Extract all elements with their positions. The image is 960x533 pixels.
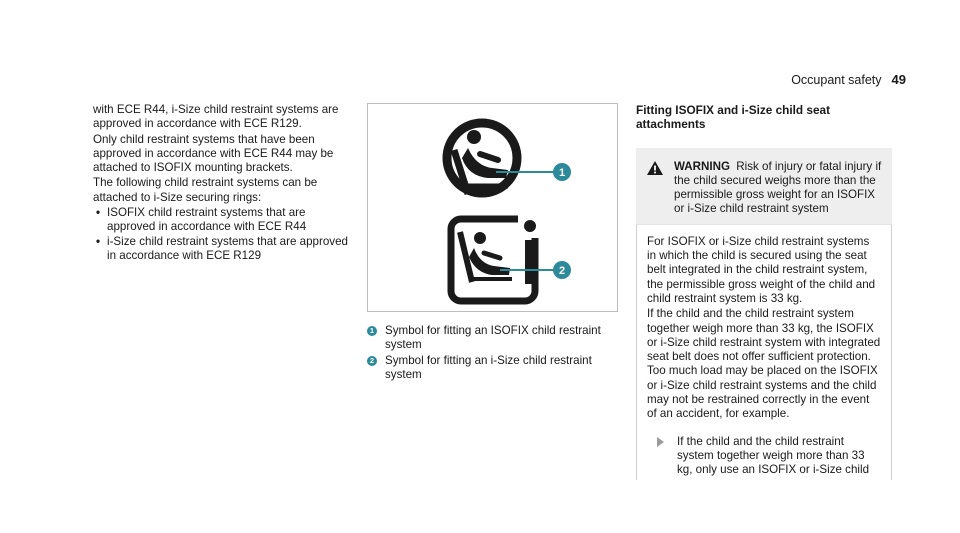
i-size-symbol-icon bbox=[451, 212, 542, 301]
instruction-text: If the child and the child restraint system together weigh more than 33 kg, only use an ISOFIX or i-Size child bbox=[677, 434, 870, 477]
bullet-list bbox=[93, 206, 351, 263]
list-item: • ISOFIX child restraint systems that are approved in accordance with ECE R44 bbox=[93, 206, 351, 235]
paragraph: Only child restraint systems that have been approved in accordance with ECE R44 may be attached to ISOFIX mounting brackets. bbox=[93, 132, 334, 175]
paragraph: If the child and the child restraint system together weigh more than 33 kg, the ISOFIX or i-Size child restraint system with integrated seat belt does not offer sufficient protection. Too much load may be placed on the ISOFIX or i-Size child restraint systems and the child may not be restrained correctly in the event of an accident, for example. bbox=[647, 307, 881, 421]
callout-label: 2 bbox=[558, 265, 566, 277]
child-seat-symbols-illustration bbox=[368, 104, 617, 311]
caption-item bbox=[367, 354, 627, 382]
warning-box bbox=[636, 148, 892, 225]
page-number: 49 bbox=[891, 72, 906, 87]
right-column bbox=[636, 103, 892, 480]
caption-item bbox=[367, 324, 627, 352]
figure-captions bbox=[367, 324, 627, 384]
caption-text: Symbol for fitting an ISOFIX child restraint system bbox=[385, 324, 601, 351]
section-title: Occupant safety bbox=[791, 73, 882, 87]
warning-message: Risk of injury or fatal injury if the child secured weighs more than the permissible gross weight for an ISOFIX or i-Size child restraint system bbox=[674, 159, 882, 216]
instruction-arrow-icon bbox=[657, 437, 664, 447]
warning-text bbox=[674, 160, 882, 217]
left-column bbox=[93, 103, 351, 263]
list-item: • i-Size child restraint systems that are approved in accordance with ECE R129 bbox=[93, 235, 351, 264]
paragraph: For ISOFIX or i-Size child restraint systems in which the child is secured using the seat belt integrated in the child restraint system, the permissible gross weight of the child and child restraint system is 33 kg. bbox=[647, 234, 876, 305]
callout-label: 1 bbox=[558, 167, 566, 179]
caption-number-badge: 2 bbox=[367, 356, 377, 366]
page-header bbox=[791, 72, 906, 87]
warning-body bbox=[636, 225, 892, 480]
caption-text: Symbol for fitting an i-Size child restraint system bbox=[385, 354, 592, 381]
instruction-step bbox=[647, 435, 881, 478]
warning-label: WARNING bbox=[674, 159, 731, 173]
paragraph: with ECE R44, i-Size child restraint systems are approved in accordance with ECE R129. bbox=[93, 103, 339, 131]
paragraph: The following child restraint systems can be attached to i-Size securing rings: bbox=[93, 176, 318, 204]
isofix-symbol-icon bbox=[447, 123, 517, 194]
caption-number-badge: 1 bbox=[367, 326, 377, 336]
isofix-figure bbox=[367, 103, 618, 312]
section-heading: Fitting ISOFIX and i-Size child seat attachments bbox=[636, 103, 831, 132]
warning-triangle-icon bbox=[646, 161, 664, 175]
